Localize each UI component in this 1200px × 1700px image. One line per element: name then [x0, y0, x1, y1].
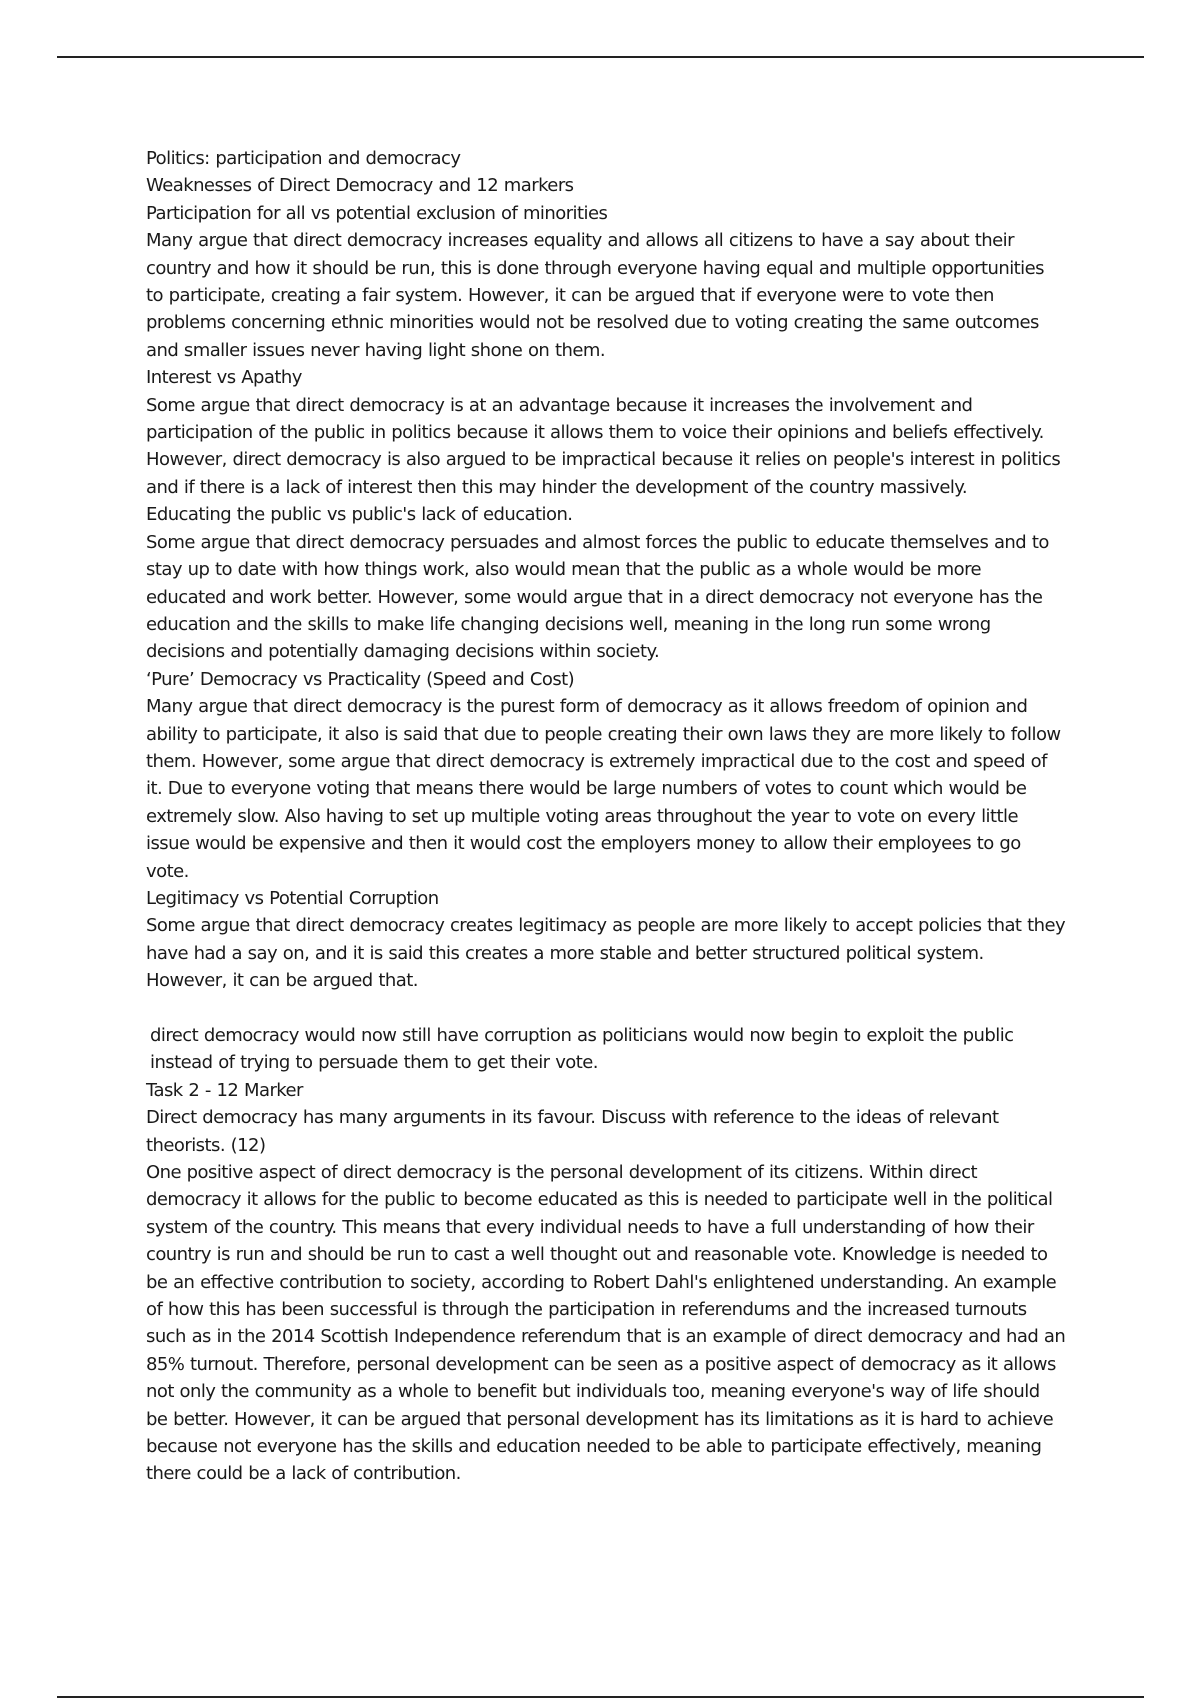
section-heading: ‘Pure’ Democracy vs Practicality (Speed and Cost) — [146, 668, 575, 690]
bottom-divider — [57, 1696, 1144, 1698]
section-body: Many argue that direct democracy increases equality and allows all citizens to have a say about their country and how it should be run, this is done through everyone having equal and multiple opportunities to participate, creating a fair system. However, it can be argued that if everyone were to vote then problems concerning ethnic minorities would not be resolved due to voting creating the same outcomes and smaller issues never having light shone on them. — [146, 230, 1044, 361]
section-body-continuation: direct democracy would now still have corruption as politicians would now begin to exploit the public instead of trying to persuade them to get their vote. — [150, 1024, 1014, 1074]
section-body: Some argue that direct democracy is at an advantage because it increases the involvement and participation of the public in politics because it allows them to voice their opinions and beliefs effectively. However, direct democracy is also argued to be impractical because it relies on people's interest in politics and if there is a lack of interest then this may hinder the development of the country massively. — [146, 394, 1061, 498]
section-body: Many argue that direct democracy is the purest form of democracy as it allows freedom of opinion and ability to participate, it also is said that due to people creating their own laws they are more likely to follow them. However, some argue that direct democracy is extremely impractical due to the cost and speed of it. Due to everyone voting that means there would be large numbers of votes to count which would be extremely slow. Also having to set up multiple voting areas throughout the year to vote on every little issue would be expensive and then it would cost the employers money to allow their employees to go vote. — [146, 696, 1061, 882]
section-heading: Legitimacy vs Potential Corruption — [146, 887, 439, 909]
document-subtitle: Weaknesses of Direct Democracy and 12 markers — [146, 175, 574, 197]
task-question: Direct democracy has many arguments in its favour. Discuss with reference to the ideas of relevant theorists. (12) — [146, 1107, 999, 1156]
section-heading: Participation for all vs potential exclusion of minorities — [146, 202, 608, 224]
task-heading: Task 2 - 12 Marker — [146, 1079, 303, 1101]
blank-line — [146, 995, 1066, 1022]
section-body: Some argue that direct democracy persuades and almost forces the public to educate themselves and to stay up to date with how things work, also would mean that the public as a whole would be more educated and work better. However, some would argue that in a direct democracy not everyone has the education and the skills to make life changing decisions well, meaning in the long run some wrong decisions and potentially damaging decisions within society. — [146, 531, 1049, 663]
section-heading: Interest vs Apathy — [146, 367, 302, 389]
task-answer: One positive aspect of direct democracy is the personal development of its citizens. Within direct democracy it allows for the public to become educated as this is needed to participate well in the political system of the country. This means that every individual needs to have a full understanding of how their country is run and should be run to cast a well thought out and reasonable vote. Knowledge is needed to be an effective contribution to society, according to Robert Dahl's enlightened understanding. An example of how this has been successful is through the participation in referendums and the increased turnouts such as in the 2014 Scottish Independence referendum that is an example of direct democracy and had an 85% turnout. Therefore, personal development can be seen as a positive aspect of democracy as it allows not only the community as a whole to benefit but individuals too, meaning everyone's way of life should be better. However, it can be argued that personal development has its limitations as it is hard to achieve because not everyone has the skills and education needed to be able to participate effectively, meaning there could be a lack of contribution. — [146, 1162, 1066, 1485]
top-divider — [57, 56, 1144, 58]
section-body: Some argue that direct democracy creates legitimacy as people are more likely to accept policies that they have had a say on, and it is said this creates a more stable and better structured political system. However, it can be argued that. — [146, 915, 1066, 992]
document-body — [146, 145, 1066, 1488]
document-title: Politics: participation and democracy — [146, 148, 461, 169]
section-heading: Educating the public vs public's lack of education. — [146, 504, 573, 526]
